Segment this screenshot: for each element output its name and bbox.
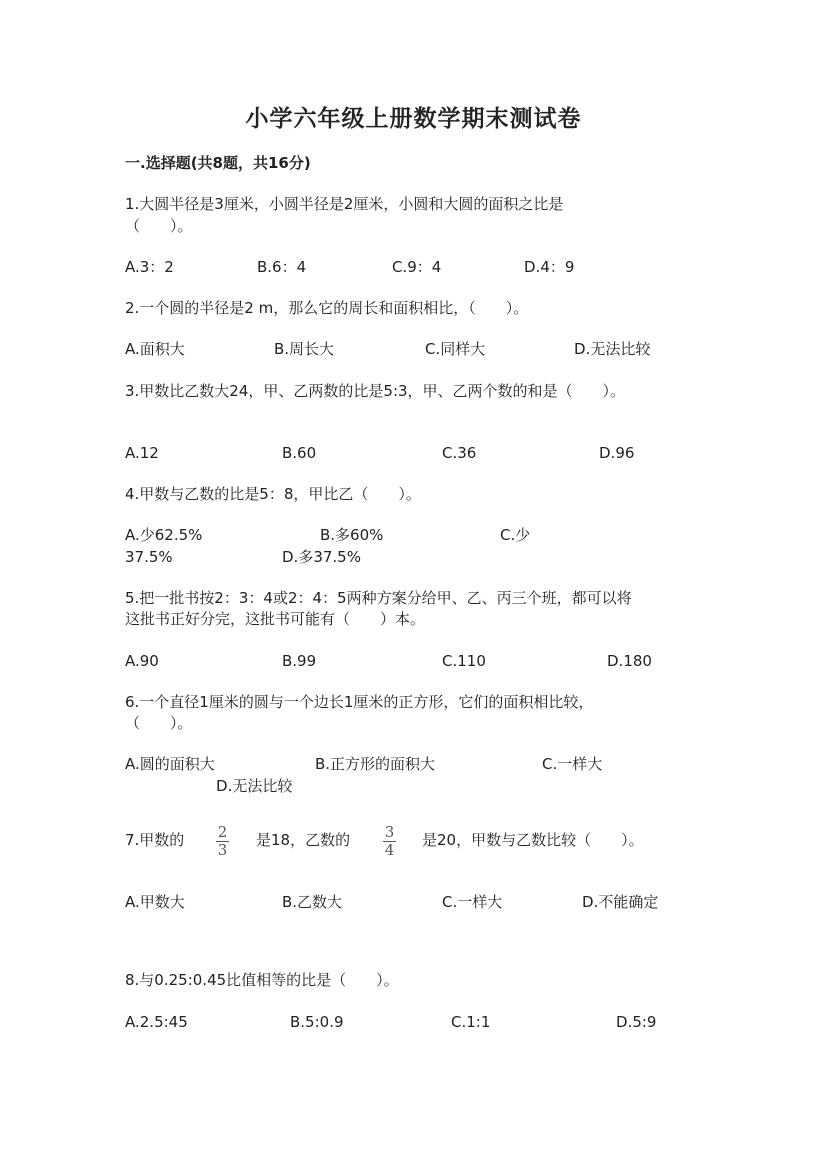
- question-1-option-c[interactable]: C.9：4: [392, 258, 442, 276]
- question-8-option-c[interactable]: C.1:1: [451, 1013, 491, 1031]
- question-3-option-a[interactable]: A.12: [125, 444, 159, 462]
- question-2-option-d[interactable]: D.无法比较: [574, 340, 651, 358]
- question-8-option-d[interactable]: D.5:9: [616, 1013, 657, 1031]
- fraction-two-thirds: [216, 825, 229, 858]
- section-heading: 一.选择题(共8题，共16分): [125, 154, 311, 172]
- question-5-option-b[interactable]: B.99: [282, 652, 317, 670]
- question-4-option-c[interactable]: C.少: [500, 526, 531, 544]
- question-2-option-c[interactable]: C.同样大: [425, 340, 486, 358]
- question-6-line-2: （ ）。: [125, 714, 193, 732]
- question-8-option-b[interactable]: B.5:0.9: [290, 1013, 344, 1031]
- question-3-line-1: 3.甲数比乙数大24，甲、乙两数的比是5:3，甲、乙两个数的和是（ ）。: [125, 382, 626, 400]
- question-6-option-a[interactable]: A.圆的面积大: [125, 755, 215, 773]
- fraction-numerator: 3: [384, 823, 395, 841]
- question-1-line-2: （ ）。: [125, 217, 193, 235]
- fraction-denominator: 4: [384, 841, 395, 859]
- question-3-option-d[interactable]: D.96: [599, 444, 635, 462]
- question-6-option-d[interactable]: D.无法比较: [216, 777, 293, 795]
- question-7-part-1: 7.甲数的: [125, 831, 185, 849]
- question-5-option-c[interactable]: C.110: [442, 652, 486, 670]
- question-5-option-d[interactable]: D.180: [607, 652, 652, 670]
- question-7-option-b[interactable]: B.乙数大: [282, 893, 343, 911]
- fraction-numerator: 2: [217, 823, 228, 841]
- question-7-part-2: 是18，乙数的: [256, 831, 351, 849]
- question-2-line-1: 2.一个圆的半径是2 m，那么它的周长和面积相比，（ ）。: [125, 299, 529, 317]
- question-2-option-a[interactable]: A.面积大: [125, 340, 185, 358]
- question-6-option-b[interactable]: B.正方形的面积大: [315, 755, 436, 773]
- question-7-option-c[interactable]: C.一样大: [442, 893, 503, 911]
- question-3-option-c[interactable]: C.36: [442, 444, 477, 462]
- question-4-option-a[interactable]: A.少62.5%: [125, 526, 203, 544]
- question-5-option-a[interactable]: A.90: [125, 652, 159, 670]
- question-4-line-1: 4.甲数与乙数的比是5：8，甲比乙（ ）。: [125, 485, 421, 503]
- fraction-denominator: 3: [217, 841, 228, 859]
- question-2-option-b[interactable]: B.周长大: [274, 340, 335, 358]
- question-6-option-c[interactable]: C.一样大: [542, 755, 603, 773]
- question-1-option-d[interactable]: D.4：9: [524, 258, 575, 276]
- question-1-option-a[interactable]: A.3：2: [125, 258, 174, 276]
- page-title: 小学六年级上册数学期末测试卷: [245, 105, 582, 132]
- question-1-line-1: 1.大圆半径是3厘米，小圆半径是2厘米，小圆和大圆的面积之比是: [125, 195, 564, 213]
- question-1-option-b[interactable]: B.6：4: [257, 258, 307, 276]
- question-8-line-1: 8.与0.25:0.45比值相等的比是（ ）。: [125, 971, 399, 989]
- question-7-part-3: 是20，甲数与乙数比较（ ）。: [422, 831, 644, 849]
- question-5-line-1: 5.把一批书按2：3：4或2：4：5两种方案分给甲、乙、丙三个班，都可以将: [125, 589, 632, 607]
- question-5-line-2: 这批书正好分完，这批书可能有（ ）本。: [125, 610, 426, 628]
- question-7-option-a[interactable]: A.甲数大: [125, 893, 185, 911]
- question-4-option-b[interactable]: B.多60%: [320, 526, 384, 544]
- question-3-option-b[interactable]: B.60: [282, 444, 317, 462]
- question-8-option-a[interactable]: A.2.5:45: [125, 1013, 188, 1031]
- fraction-three-quarters: [383, 825, 396, 858]
- question-7-option-d[interactable]: D.不能确定: [582, 893, 659, 911]
- question-6-line-1: 6.一个直径1厘米的圆与一个边长1厘米的正方形，它们的面积相比较，: [125, 693, 594, 711]
- question-4-option-d[interactable]: D.多37.5%: [282, 548, 361, 566]
- question-4-option-c-continued[interactable]: 37.5%: [125, 548, 173, 566]
